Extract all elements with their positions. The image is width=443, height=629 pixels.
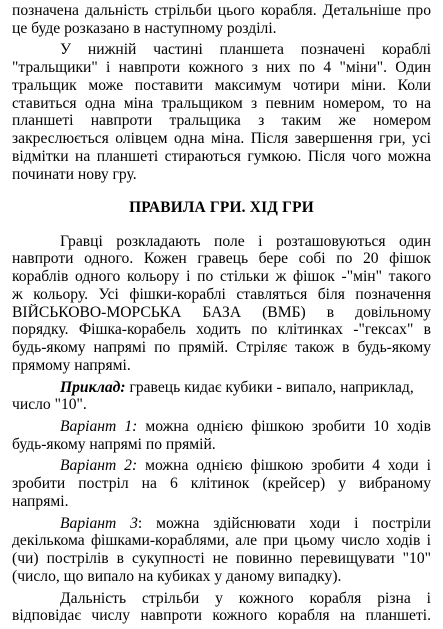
text-line: порядку. Фішка-корабель ходить по клітинках -"гексах" в [12, 321, 431, 339]
variant-3-label: Варіант 3 [60, 514, 138, 532]
text-line: (чи) пострілів в сукупності не повинно перевищувати "10" [12, 550, 431, 568]
example-label: Приклад: [60, 378, 126, 396]
variant-2-label: Варіант 2: [60, 457, 138, 475]
text-line: декількома фішками-кораблями, але при цьому число ходів і [12, 532, 431, 550]
variant-2-text: можна однією фішкою зробити 4 ходи і [137, 457, 431, 475]
text-line: Гравці розкладають поле і розташовуються один [60, 232, 431, 250]
text-line: навпроти одного. Кожен гравець бере собі по 20 фішок [12, 250, 431, 268]
example-text: гравець кидає кубики - випало, наприклад, [125, 378, 414, 396]
variant-1-label: Варіант 1: [60, 417, 138, 435]
text-line: будь-якому напрямі по прямій. [12, 435, 216, 453]
variant-3-line [12, 515, 431, 533]
text-line: планшеті навпроти тральщика з таким же номером [12, 112, 431, 130]
text-line: починати нову гру. [12, 165, 137, 183]
variant-1-line [12, 418, 431, 436]
text-line: число "10". [12, 396, 87, 414]
text-line: позначена дальність стрільби цього корабля. Детальніше про [12, 1, 431, 19]
section-heading: ПРАВИЛА ГРИ. ХІД ГРИ [129, 199, 314, 217]
variant-2-line [12, 457, 431, 475]
text-line: це буде розказано в наступному розділі. [12, 19, 277, 37]
text-line: ВІЙСЬКОВО-МОРСЬКА БАЗА (ВМБ) в довільному [12, 303, 431, 321]
example-line [12, 379, 431, 397]
text-line: У нижній частині планшета позначені кораблі [60, 41, 431, 59]
text-line: "тральщики" і навпроти кожного з них по 4 "міни". Один [12, 59, 431, 77]
text-line: тральщик може поставити максимум чотири міни. Коли [12, 76, 431, 94]
text-line: кораблів одного кольору і по стільки ж фішок -"мін" такого [12, 268, 431, 286]
text-line: відповідає числу навпроти кожного корабля на планшеті. [12, 607, 431, 625]
variant-1-text: можна однією фішкою зробити 10 ходів [137, 417, 431, 435]
text-line: зробити постріл на 6 клітинок (крейсер) у вибраному [12, 475, 431, 493]
text-line: закреслюється олівцем одна міна. Після завершення гри, усі [12, 130, 431, 148]
text-line: напрямі. [12, 492, 69, 510]
text-line: будь-якому напрямі по прямій. Стріляє також в будь-якому [12, 339, 431, 357]
text-line: ж кольору. Усі фішки-кораблі ставляться біля позначення [12, 285, 431, 303]
text-line: прямому напрямі. [12, 356, 131, 374]
text-line: Дальність стрільби у кожного корабля різна і [60, 589, 431, 607]
document-page [12, 0, 431, 629]
text-line: (число, що випало на кубиках у даному випадку). [12, 567, 342, 585]
text-line: відмітки на планшеті стираються гумкою. Після чого можна [12, 147, 431, 165]
variant-3-text: : можна здійснювати ходи і постріли [137, 514, 431, 532]
text-line: ставиться одна міна тральщиком з певним номером, то на [12, 94, 431, 112]
